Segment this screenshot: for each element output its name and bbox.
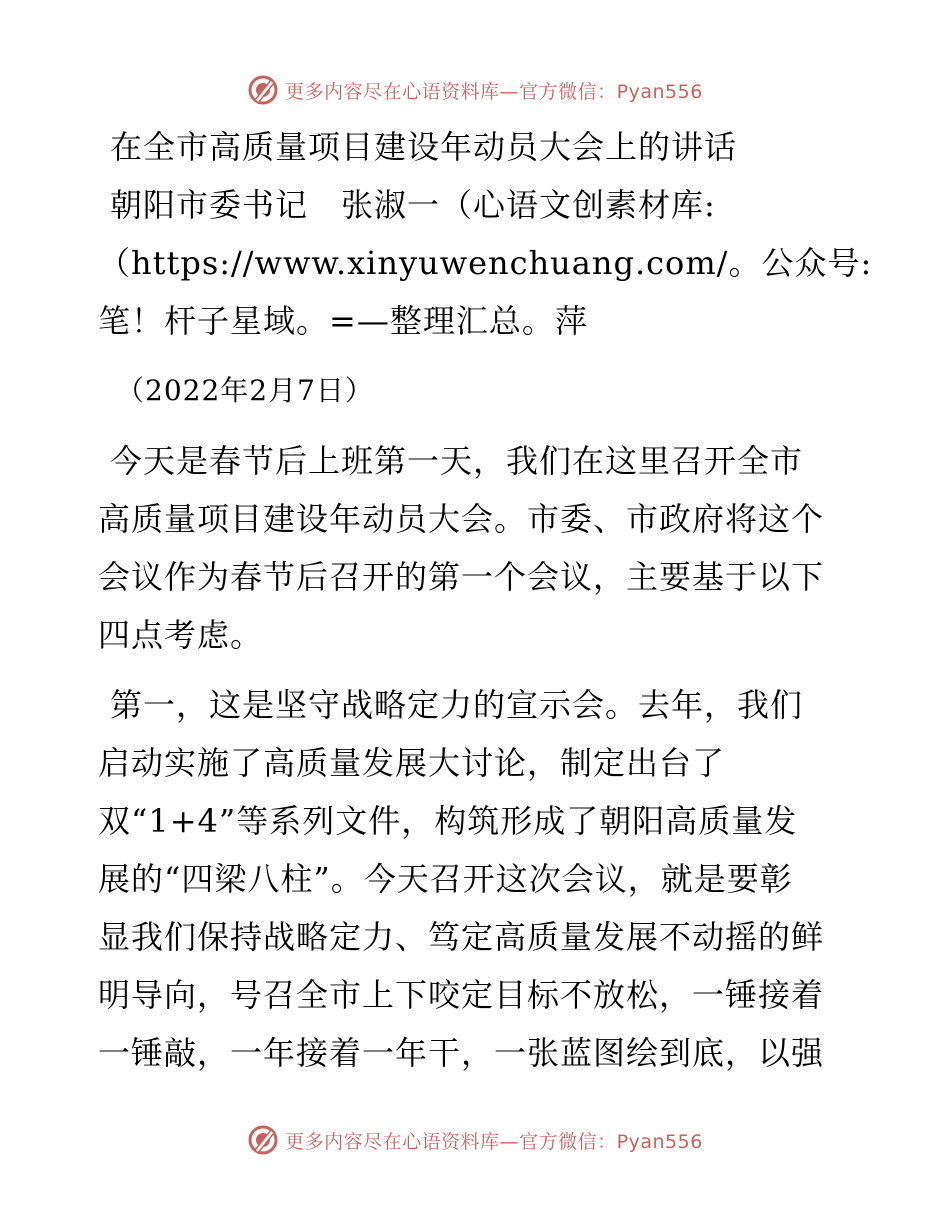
byline-line: （https://www.xinyuwenchuang.com/。公众号:	[98, 244, 873, 282]
paragraph-line: 双“1+4”等系列文件，构筑形成了朝阳高质量发	[98, 802, 798, 840]
document-body	[98, 118, 873, 1082]
watermark-footer	[0, 1120, 950, 1160]
speech-date: （2022年2月7日）	[116, 374, 374, 407]
pen-logo-icon	[247, 1124, 279, 1156]
byline-line: 笔！杆子星域。=—整理汇总。萍	[98, 302, 588, 340]
paragraph-line: 第一，这是坚守战略定力的宣示会。去年，我们	[110, 686, 804, 724]
byline-line: 朝阳市委书记 张淑一（心语文创素材库:	[110, 186, 716, 224]
paragraph-line: 显我们保持战略定力、笃定高质量发展不动摇的鲜	[98, 918, 825, 956]
paragraph-line: 启动实施了高质量发展大讨论，制定出台了	[98, 744, 726, 782]
watermark-header	[0, 70, 950, 110]
pen-logo-icon	[247, 74, 279, 106]
paragraph-line: 四点考虑。	[98, 616, 264, 654]
paragraph-line: 会议作为春节后召开的第一个会议，主要基于以下	[98, 558, 825, 596]
paragraph-line: 展的“四梁八柱”。今天召开这次会议，就是要彰	[98, 860, 793, 898]
paragraph-line: 高质量项目建设年动员大会。市委、市政府将这个	[98, 500, 825, 538]
document-title: 在全市高质量项目建设年动员大会上的讲话	[110, 128, 738, 166]
watermark-text: 更多内容尽在心语资料库—官方微信：Pyan556	[285, 80, 703, 103]
paragraph-line: 一锤敲，一年接着一年干，一张蓝图绘到底，以强	[98, 1034, 825, 1072]
paragraph-line: 今天是春节后上班第一天，我们在这里召开全市	[110, 442, 804, 480]
paragraph-line: 明导向，号召全市上下咬定目标不放松，一锤接着	[98, 976, 825, 1014]
watermark-text: 更多内容尽在心语资料库—官方微信：Pyan556	[285, 1130, 703, 1153]
